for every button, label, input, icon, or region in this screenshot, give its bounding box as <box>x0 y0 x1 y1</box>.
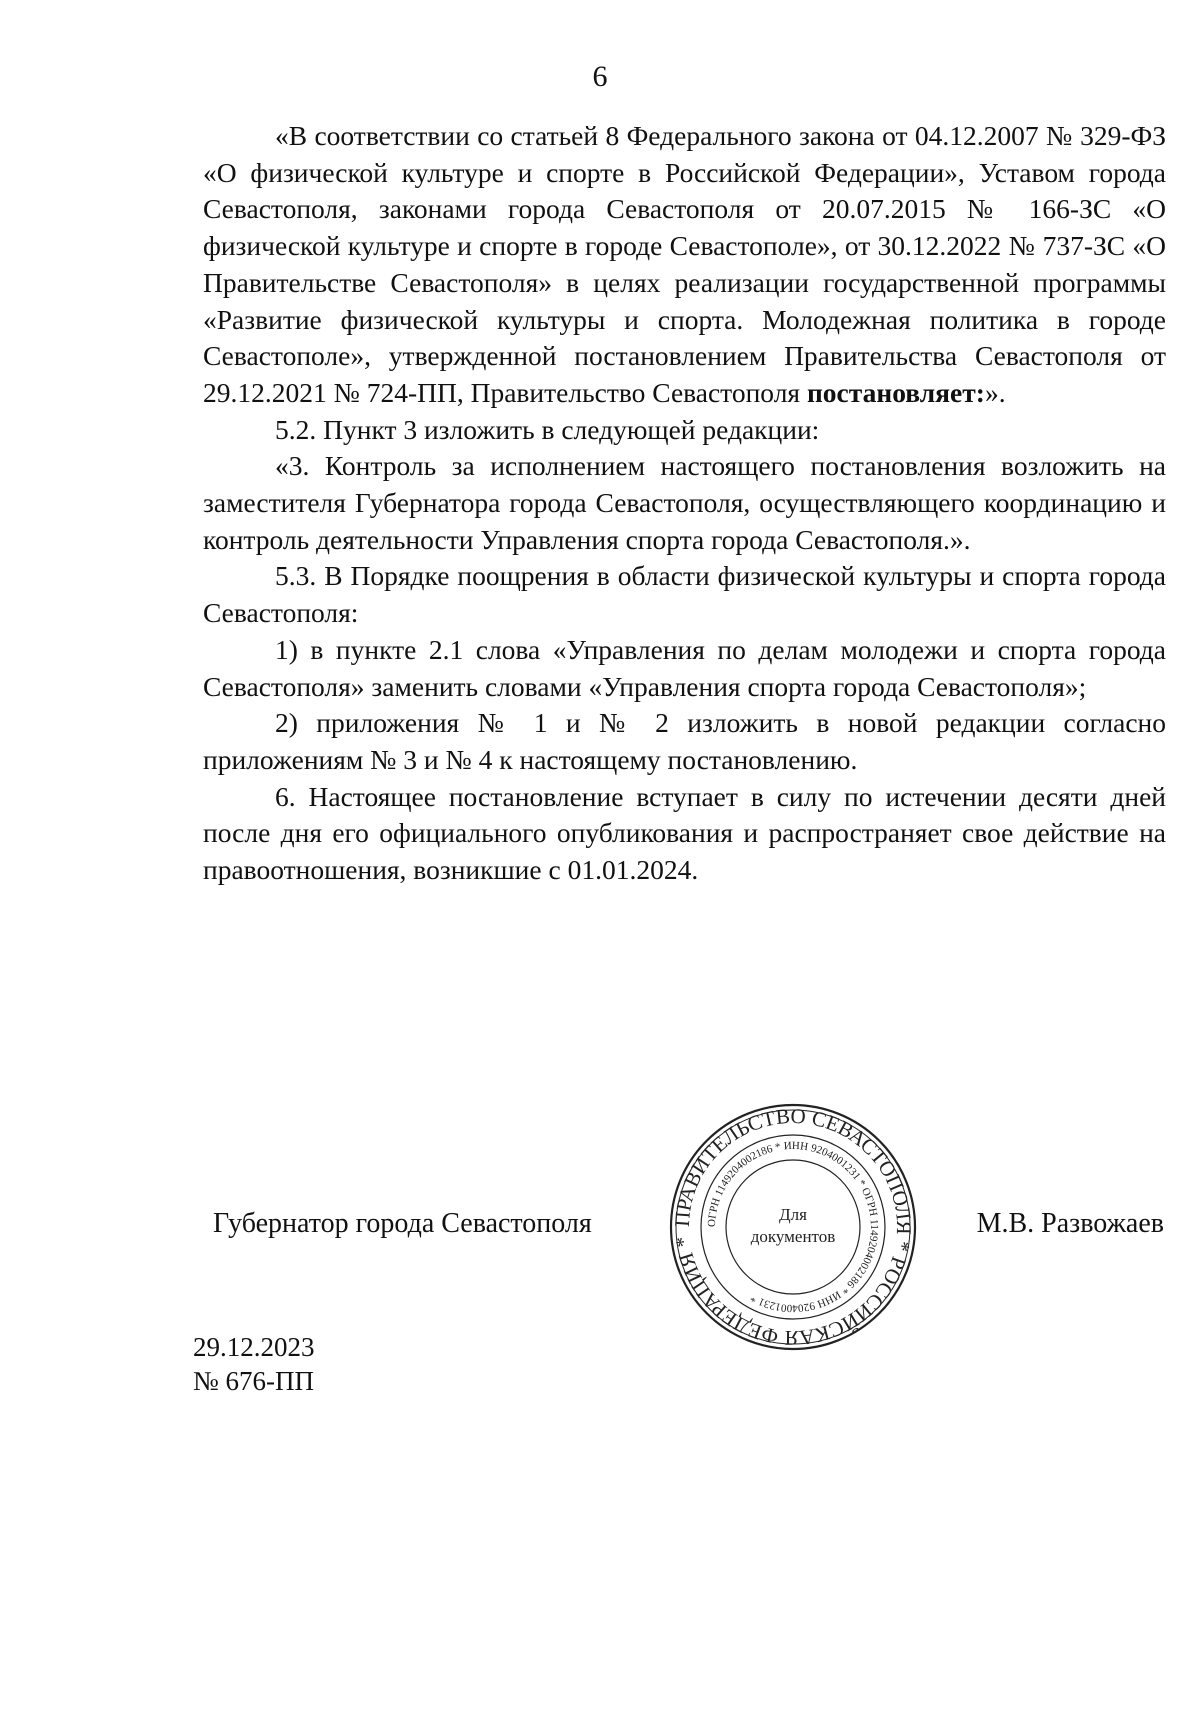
paragraph-text: ». <box>984 376 1006 408</box>
official-seal <box>668 1102 918 1352</box>
paragraph-bold-text: постановляет: <box>806 376 985 408</box>
paragraph-text: 1) в пункте 2.1 слова «Управления по делам молодежи и спорта города Севастополя» заменить словами «Управления спорта города Севастополя»; <box>203 633 1166 702</box>
paragraph-6 <box>203 779 1166 889</box>
seal-outer-text: ПРАВИТЕЛЬСТВО СЕВАСТОПОЛЯ * РОССИЙСКАЯ ФЕДЕРАЦИЯ * <box>669 1103 917 1351</box>
paragraph-item-1 <box>203 632 1166 705</box>
paragraph-item-2 <box>203 705 1166 778</box>
page-number: 6 <box>592 60 608 93</box>
paragraph-text: 5.3. В Порядке поощрения в области физической культуры и спорта города Севастополя: <box>203 560 1166 629</box>
paragraph-5-2 <box>203 412 1166 449</box>
paragraph-preamble <box>203 118 1166 412</box>
paragraph-text: 5.2. Пункт 3 изложить в следующей редакции: <box>275 413 820 445</box>
paragraph-point-3 <box>203 448 1166 558</box>
paragraph-text: «В соответствии со статьей 8 Федерального закона от 04.12.2007 № 329-ФЗ «О физической культуре и спорте в Российской Федерации», Уставом города Севастополя, законами города Севастополя от 20.07.2015 № 166-ЗС «О физической культуре и спорте в городе Севастополе», от 30.12.2022 № 737-ЗС «О Правительстве Севастополя» в целях реализации государственной программы «Развитие физической культуры и спорта. Молодежная политика в городе Севастополе», утвержденной постановлением Правительства Севастополя от 29.12.2021 № 724-ПП, Правительство Севастополя <box>203 120 1166 408</box>
paragraph-text: «3. Контроль за исполнением настоящего постановления возложить на заместителя Губернатора города Севастополя, осуществляющего координацию и контроль деятельности Управления спорта города Севастополя.». <box>203 450 1166 555</box>
signatory-name: М.В. Развожаев <box>976 1208 1164 1239</box>
seal-center-line-1: Для <box>779 1205 807 1224</box>
document-date: 29.12.2023 <box>193 1332 315 1362</box>
paragraph-text: 2) приложения № 1 и № 2 изложить в новой редакции согласно приложениям № 3 и № 4 к настоящему постановлению. <box>203 707 1166 775</box>
seal-center-line-2: документов <box>750 1227 836 1246</box>
signatory-title: Губернатор города Севастополя <box>213 1208 592 1239</box>
document-number: № 676-ПП <box>193 1366 314 1396</box>
document-body <box>203 118 1166 889</box>
seal-inner-text: ОГРН 1149204002186 * ИНН 9204001231 * ОГРН 1149204002186 * ИНН 9204001231 * <box>705 1139 881 1315</box>
paragraph-text: 6. Настоящее постановление вступает в силу по истечении десяти дней после дня его официального опубликования и распространяет свое действие на правоотношения, возникшие с 01.01.2024. <box>203 780 1166 886</box>
paragraph-5-3 <box>203 558 1166 631</box>
